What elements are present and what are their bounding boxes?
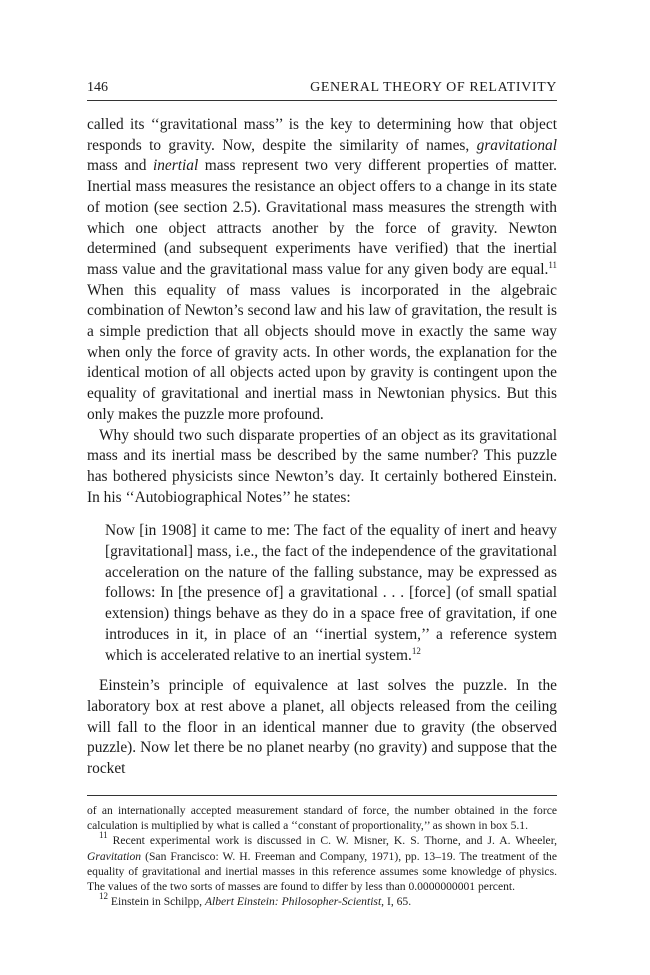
p1-text-a: called its ‘‘gravitational mass’’ is the key to determining how that object responds to gravity. Now, despite the similarity of names, xyxy=(87,116,557,154)
p1-text-c: mass and xyxy=(87,157,153,175)
footnote-11-title: Gravitation xyxy=(87,849,142,863)
footnotes xyxy=(87,795,557,909)
footnote-11-text-b: (San Francisco: W. H. Freeman and Company, 1971), pp. 13–19. The treatment of the equality of gravitational and inertial masses in this reference assumes some knowledge of physics. The values of the two sorts of masses are found to differ by less than 0.0000000001 percent. xyxy=(87,849,557,894)
footnote-ref-11[interactable]: 11 xyxy=(548,259,557,270)
running-head: GENERAL THEORY OF RELATIVITY xyxy=(310,80,557,95)
p1-text-f: When this equality of mass values is incorporated in the algebraic combination of Newton’s second law and his law of gravitation, the result is a simple prediction that all objects should move in exactly the same way when only the force of gravity acts. In other words, the explanation for the identical motion of all objects acted upon by gravity is contingent upon the equality of gravitational and inertial mass in Newtonian physics. But this only makes the puzzle more profound. xyxy=(87,281,557,423)
book-page xyxy=(87,80,557,780)
block-quote xyxy=(105,521,557,666)
footnote-ref-12[interactable]: 12 xyxy=(411,645,421,656)
p1-italic-inertial: inertial xyxy=(152,157,199,175)
quote-text: Now [in 1908] it came to me: The fact of the equality of inert and heavy [gravitational] mass, i.e., the fact of the independence of the gravitational acceleration on the nature of the falling substance, may be expressed as follows: In [the presence of] a gravitational . . . [force] (of small spatial extension) things behave as they do in a space free of gravitation, if one introduces in it, in place of an ‘‘inertial system,’’ a reference system which is accelerated relative to an inertial system. xyxy=(105,522,557,664)
footnote-11 xyxy=(87,830,557,894)
footnote-12-text-a: Einstein in Schilpp, xyxy=(108,895,205,909)
paragraph-1 xyxy=(87,115,557,426)
paragraph-2: Why should two such disparate properties of an object as its gravitational mass and its inertial mass be described by the same number? This puzzle has bothered physicists since Newton’s day. It certainly bothered Einstein. In his ‘‘Autobiographical Notes’’ he states: xyxy=(87,426,557,506)
p1-text-e: mass represent two very different properties of matter. Inertial mass measures the resistance an object offers to a change in its state of motion (see section 2.5). Gravitational mass measures the strength with which one object attracts another by the force of gravity. Newton determined (and subsequent experiments have verified) that the inertial mass value and the gravitational mass value for any given body are equal. xyxy=(87,157,557,278)
footnote-12-title: Albert Einstein: Philosopher-Scientist xyxy=(204,895,382,909)
footnote-12-text-b: , I, 65. xyxy=(381,895,412,909)
page-number: 146 xyxy=(87,80,108,95)
p1-italic-gravitational: gravitational xyxy=(476,136,557,154)
footnote-11-text-a: Recent experimental work is discussed in C. W. Misner, K. S. Thorne, and J. A. Wheeler, xyxy=(107,834,557,848)
paragraph-3: Einstein’s principle of equivalence at last solves the puzzle. In the laboratory box at rest above a planet, all objects released from the ceiling will fall to the floor in an identical manner due to gravity (the observed puzzle). Now let there be no planet nearby (no gravity) and suppose that the rocket xyxy=(87,677,557,778)
footnote-continued: of an internationally accepted measurement standard of force, the number obtained in the force calculation is multiplied by what is called a ‘‘constant of proportionality,’’ as shown in box 5.1. xyxy=(87,804,557,833)
footnote-12 xyxy=(87,891,557,909)
page-header xyxy=(87,80,557,101)
footnote-11-number: 11 xyxy=(99,830,108,841)
body-text xyxy=(87,115,557,780)
footnote-12-number: 12 xyxy=(99,891,108,902)
